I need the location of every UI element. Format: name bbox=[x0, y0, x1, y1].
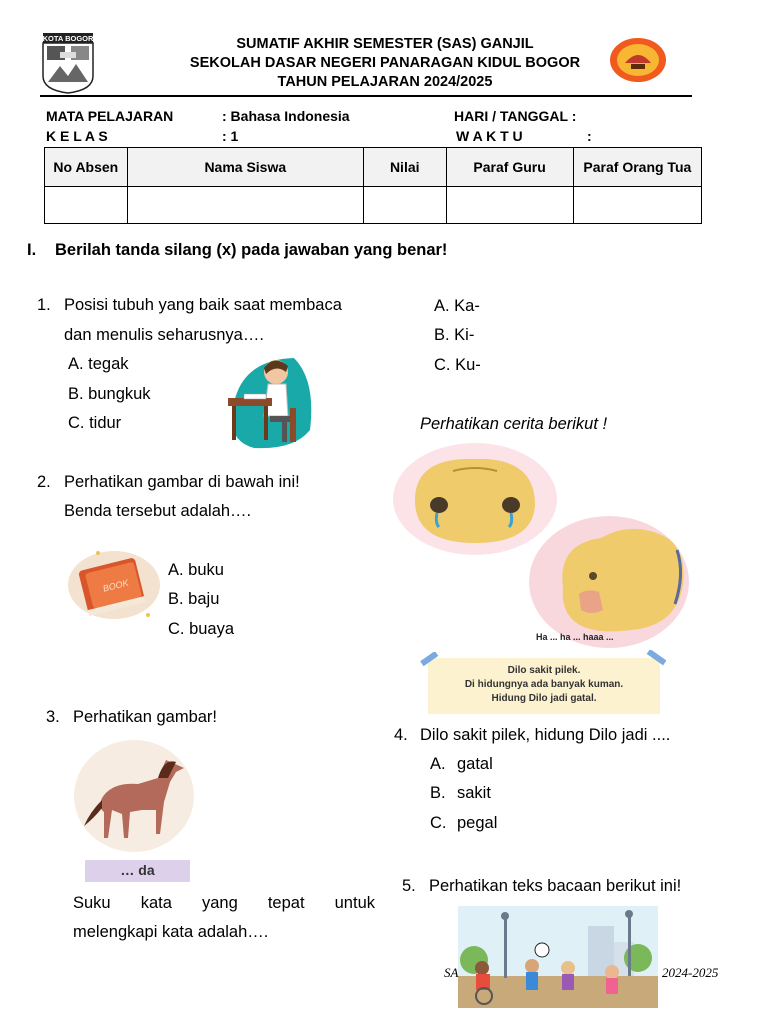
q3-text-line3: melengkapi kata adalah…. bbox=[73, 923, 269, 941]
q2-option-b[interactable]: B. baju bbox=[168, 590, 220, 608]
q5-text: Perhatikan teks bacaan berikut ini! bbox=[429, 877, 682, 895]
cell-no-absen[interactable] bbox=[45, 187, 128, 224]
q3-text-line2: Suku kata yang tepat untuk bbox=[73, 894, 375, 912]
q4-text: Dilo sakit pilek, hidung Dilo jadi .... bbox=[420, 726, 671, 744]
q1-option-b[interactable]: B. bungkuk bbox=[68, 385, 151, 403]
header-divider bbox=[40, 95, 692, 97]
q3-caption: … da bbox=[120, 862, 155, 878]
class-label: K E L A S bbox=[46, 128, 108, 144]
q3-number: 3. bbox=[46, 708, 60, 726]
book-illustration bbox=[66, 543, 162, 623]
svg-text:BOOK: BOOK bbox=[101, 577, 130, 594]
story-sneeze-text: Ha ... ha ... haaa ... bbox=[536, 632, 614, 642]
story-note-line-3: Hidung Dilo jadi gatal. bbox=[491, 693, 597, 704]
col-nama-siswa: Nama Siswa bbox=[127, 148, 363, 187]
time-colon: : bbox=[587, 128, 592, 144]
q1-text-line1: Posisi tubuh yang baik saat membaca bbox=[64, 296, 342, 314]
q2-option-c[interactable]: C. buaya bbox=[168, 620, 235, 638]
logo-left-text: KOTA BOGOR bbox=[42, 34, 94, 43]
school-logo-right bbox=[609, 37, 667, 83]
school-logo-left bbox=[42, 32, 94, 94]
subject-value: : Bahasa Indonesia bbox=[222, 108, 350, 124]
section-instruction: Berilah tanda silang (x) pada jawaban yang benar! bbox=[55, 241, 448, 259]
q1-option-c[interactable]: C. tidur bbox=[68, 414, 122, 432]
q1-option-a[interactable]: A. tegak bbox=[68, 355, 129, 373]
footer-right: 2024-2025 bbox=[662, 965, 719, 980]
footer-left: SA bbox=[444, 965, 459, 980]
time-label: W A K T U bbox=[456, 128, 523, 144]
day-date-label: HARI / TANGGAL : bbox=[454, 108, 577, 124]
cell-paraf-orang-tua[interactable] bbox=[573, 187, 701, 224]
q3-option-b[interactable]: B. Ki- bbox=[434, 326, 475, 344]
col-paraf-guru: Paraf Guru bbox=[446, 148, 573, 187]
q4-option-b-text[interactable]: sakit bbox=[457, 784, 491, 802]
header-line-1: SUMATIF AKHIR SEMESTER (SAS) GANJIL bbox=[236, 36, 534, 52]
park-children-illustration bbox=[458, 906, 658, 1008]
q1-text-line2: dan menulis seharusnya…. bbox=[64, 326, 264, 344]
story-intro: Perhatikan cerita berikut ! bbox=[420, 415, 608, 433]
cell-paraf-guru[interactable] bbox=[446, 187, 573, 224]
q2-number: 2. bbox=[37, 473, 51, 491]
q1-number: 1. bbox=[37, 296, 51, 314]
q3-option-c[interactable]: C. Ku- bbox=[434, 356, 481, 374]
q4-option-a-text[interactable]: gatal bbox=[457, 755, 493, 773]
score-table-row bbox=[45, 187, 702, 224]
q2-text-line1: Perhatikan gambar di bawah ini! bbox=[64, 473, 300, 491]
q4-option-c-letter[interactable]: C. bbox=[430, 814, 447, 832]
class-value: : 1 bbox=[222, 128, 239, 144]
col-no-absen: No Absen bbox=[45, 148, 128, 187]
story-note-line-1: Dilo sakit pilek. bbox=[507, 665, 581, 676]
q4-option-c-text[interactable]: pegal bbox=[457, 814, 498, 832]
header-line-3: TAHUN PELAJARAN 2024/2025 bbox=[277, 74, 493, 90]
q2-text-line2: Benda tersebut adalah…. bbox=[64, 502, 252, 520]
cell-nilai[interactable] bbox=[363, 187, 446, 224]
q4-option-b-letter[interactable]: B. bbox=[430, 784, 446, 802]
cell-nama-siswa[interactable] bbox=[127, 187, 363, 224]
subject-label: MATA PELAJARAN bbox=[46, 108, 174, 124]
section-number: I. bbox=[27, 241, 37, 259]
story-note-line-2: Di hidungnya ada banyak kuman. bbox=[464, 679, 624, 690]
score-table bbox=[44, 147, 702, 224]
q3-option-a[interactable]: A. Ka- bbox=[434, 297, 480, 315]
col-paraf-orang-tua: Paraf Orang Tua bbox=[573, 148, 701, 187]
q4-option-a-letter[interactable]: A. bbox=[430, 755, 446, 773]
score-table-header bbox=[45, 148, 702, 187]
col-nilai: Nilai bbox=[363, 148, 446, 187]
q3-text: Perhatikan gambar! bbox=[73, 708, 217, 726]
boy-writing-illustration bbox=[224, 350, 312, 450]
header-line-2: SEKOLAH DASAR NEGERI PANARAGAN KIDUL BOGOR bbox=[189, 55, 581, 71]
q5-number: 5. bbox=[402, 877, 416, 895]
q4-number: 4. bbox=[394, 726, 408, 744]
horse-illustration bbox=[72, 738, 196, 858]
q2-option-a[interactable]: A. buku bbox=[168, 561, 224, 579]
